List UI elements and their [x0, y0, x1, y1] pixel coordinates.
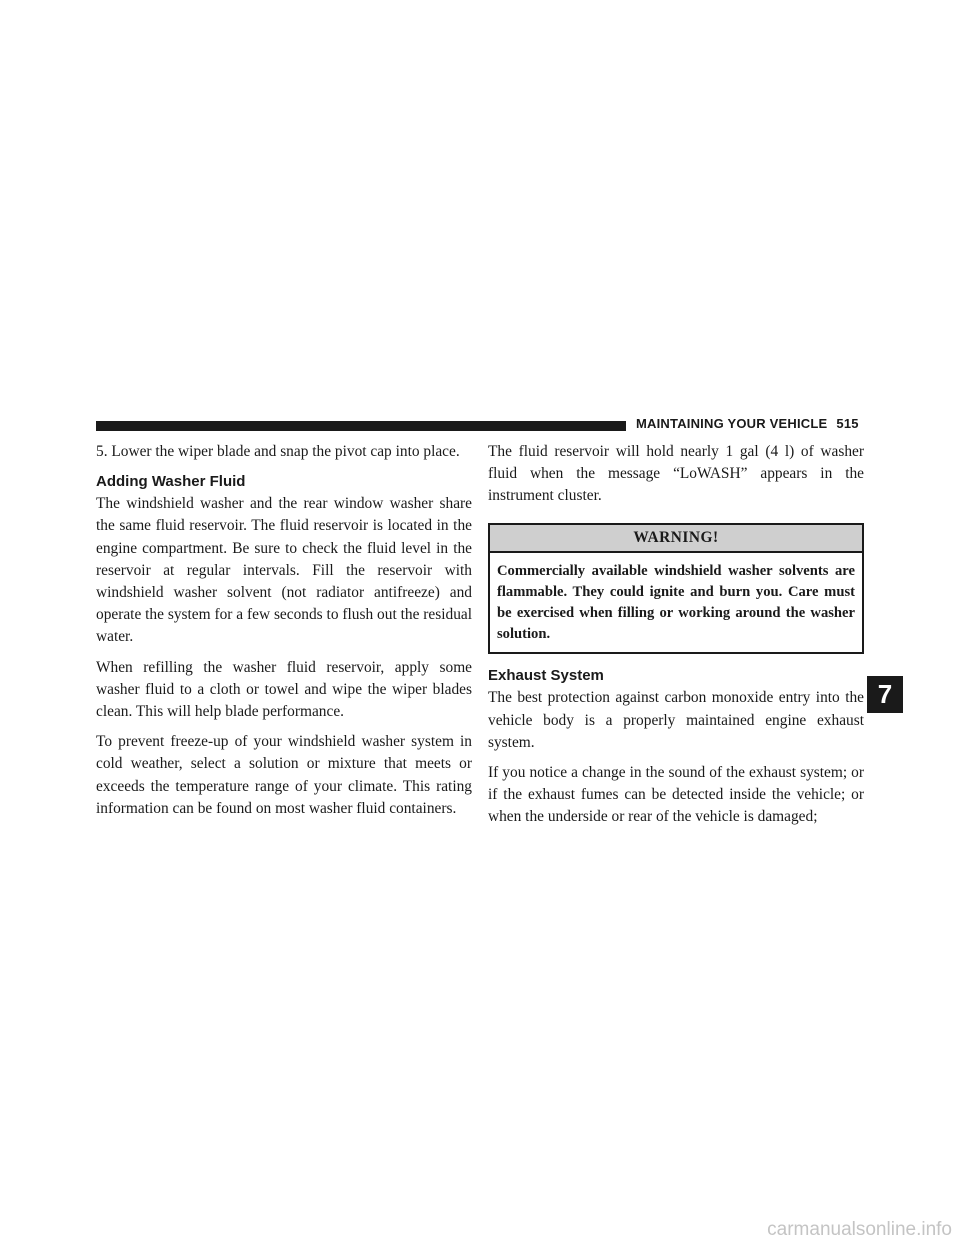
- chapter-tab: 7: [867, 676, 903, 713]
- right-column: [488, 441, 864, 837]
- watermark: carmanualsonline.info: [767, 1219, 952, 1240]
- refilling-paragraph: When refilling the washer fluid reservoir, apply some washer fluid to a cloth or towel and wipe the wiper blades clean. This will help blade performance.: [96, 658, 472, 721]
- warning-body: Commercially available windshield washer solvents are flammable. They could ignite and burn you. Care must be exercised when filling or working around the washer solution.: [497, 562, 855, 643]
- running-header: [636, 416, 859, 431]
- step-5-text: 5. Lower the wiper blade and snap the pivot cap into place.: [96, 443, 460, 460]
- section-title: MAINTAINING YOUR VEHICLE: [636, 416, 828, 431]
- heading-adding-washer-fluid: Adding Washer Fluid: [96, 473, 246, 491]
- warning-box: [488, 523, 864, 655]
- exhaust-protection-paragraph: The best protection against carbon monoxide entry into the vehicle body is a properly maintained engine exhaust system.: [488, 689, 864, 751]
- heading-exhaust-system: Exhaust System: [488, 667, 604, 685]
- washer-reservoir-paragraph: The windshield washer and the rear window washer share the same fluid reservoir. The fluid reservoir is located in the engine compartment. Be sure to check the fluid level in the reservoir at regular intervals. Fill the reservoir with windshield washer solvent (not radiator antifreeze) and operate the system for a few seconds to flush out the residual water.: [96, 495, 472, 646]
- header-rule: [96, 421, 626, 431]
- reservoir-capacity-paragraph: The fluid reservoir will hold nearly 1 gal (4 l) of washer fluid when the message “LoWASH” appears in the instrument cluster.: [488, 443, 864, 505]
- warning-title: WARNING!: [490, 525, 862, 553]
- freeze-up-paragraph: To prevent freeze-up of your windshield washer system in cold weather, select a solution or mixture that meets or exceeds the temperature range of your climate. This rating information can be found on most washer fluid containers.: [96, 733, 472, 817]
- page-number: 515: [836, 416, 859, 431]
- left-column: [96, 441, 472, 828]
- exhaust-change-paragraph: If you notice a change in the sound of the exhaust system; or if the exhaust fumes can be detected inside the vehicle; or when the underside or rear of the vehicle is damaged;: [488, 764, 864, 826]
